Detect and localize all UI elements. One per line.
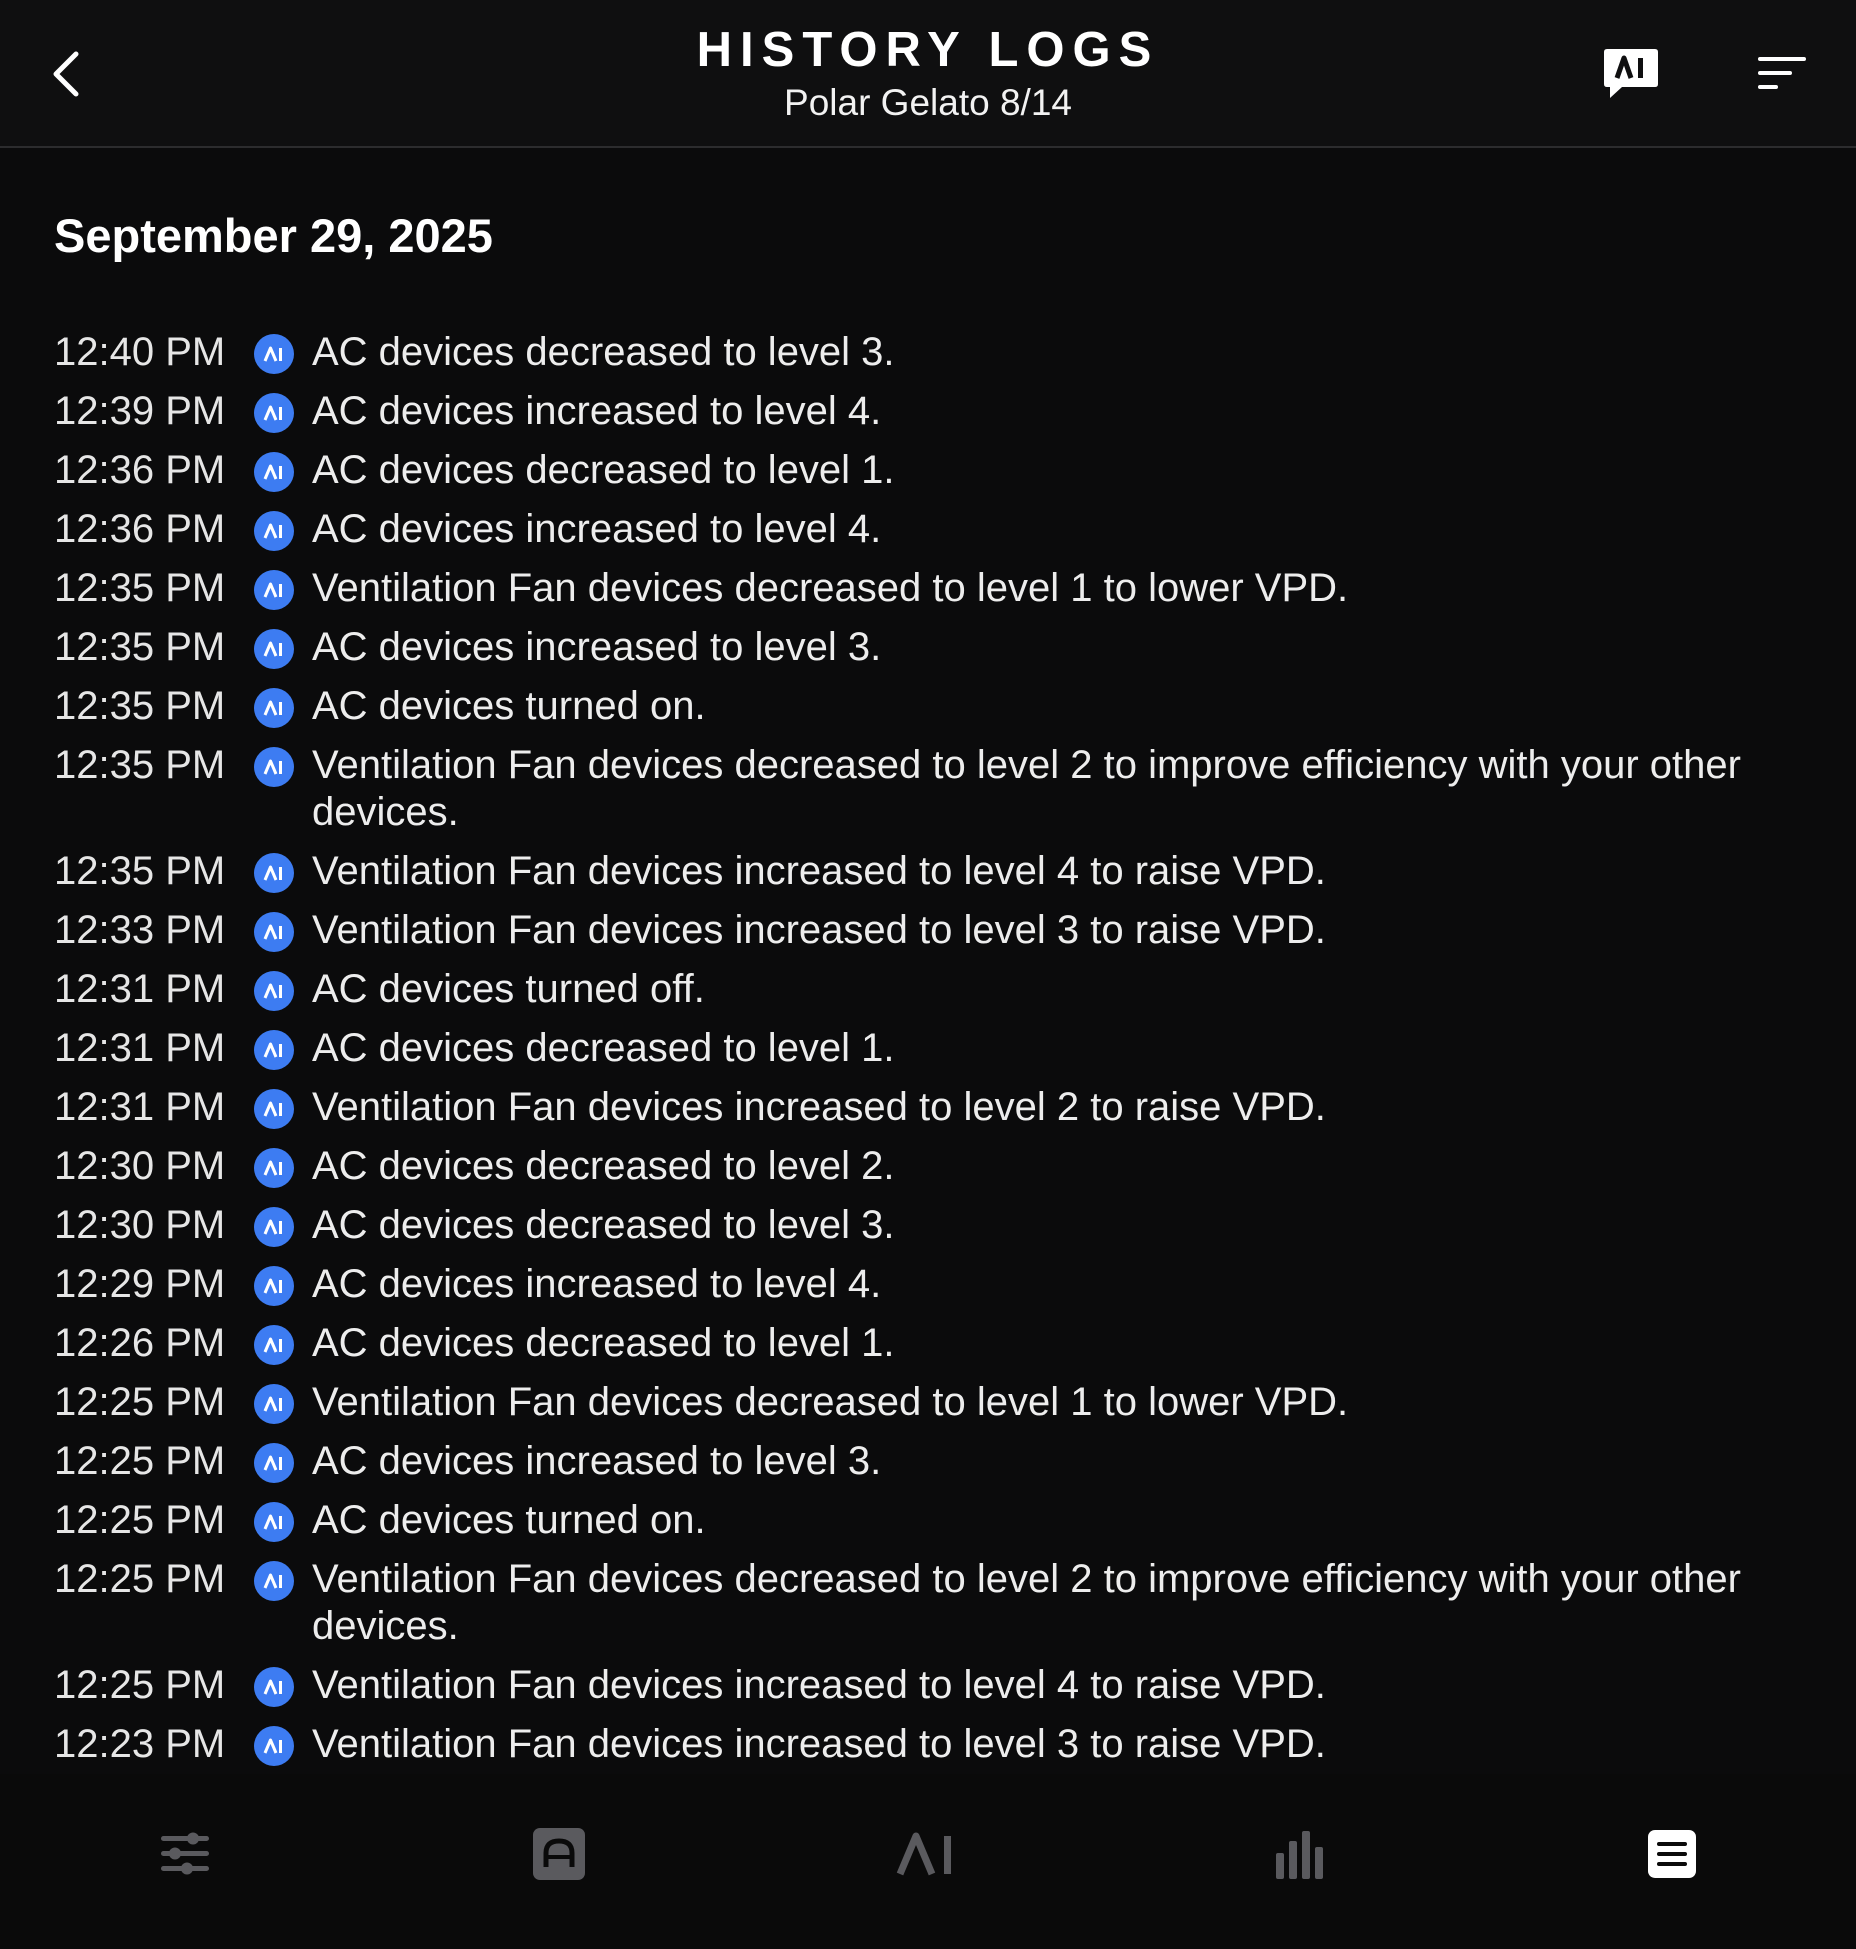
log-time: 12:25 PM: [54, 1439, 226, 1483]
log-time: 12:30 PM: [54, 1203, 226, 1247]
log-time: 12:35 PM: [54, 849, 226, 893]
log-time: 12:35 PM: [54, 743, 226, 787]
log-entry: [0, 907, 1856, 966]
log-message: AC devices decreased to level 3.: [312, 330, 895, 374]
ai-badge-icon: [254, 570, 294, 610]
log-entry: [0, 506, 1856, 565]
log-time: 12:30 PM: [54, 1144, 226, 1188]
log-entry: [0, 742, 1856, 848]
ai-badge-icon: [254, 1726, 294, 1766]
log-entry: [0, 1662, 1856, 1721]
log-message: AC devices decreased to level 3.: [312, 1203, 895, 1247]
log-message: AC devices increased to level 4.: [312, 1262, 882, 1306]
log-time: 12:35 PM: [54, 566, 226, 610]
log-time: 12:36 PM: [54, 448, 226, 492]
log-entry: [0, 388, 1856, 447]
log-entry: [0, 1497, 1856, 1556]
log-time: 12:23 PM: [54, 1722, 226, 1766]
log-message: AC devices turned on.: [312, 1498, 706, 1542]
log-message: Ventilation Fan devices decreased to level 1 to lower VPD.: [312, 1380, 1349, 1424]
log-entry: [0, 1320, 1856, 1379]
ai-badge-icon: [254, 1207, 294, 1247]
log-time: 12:31 PM: [54, 1085, 226, 1129]
log-entry: [0, 1379, 1856, 1438]
ai-badge-icon: [254, 1266, 294, 1306]
log-time: 12:36 PM: [54, 507, 226, 551]
log-entry: [0, 1438, 1856, 1497]
log-entry: [0, 1025, 1856, 1084]
log-message: Ventilation Fan devices decreased to level 2 to improve efficiency with your other devices.: [312, 743, 1741, 834]
ai-badge-icon: [254, 1089, 294, 1129]
log-time: 12:25 PM: [54, 1663, 226, 1707]
log-message: AC devices decreased to level 1.: [312, 1321, 895, 1365]
page-title: HISTORY LOGS: [696, 23, 1160, 77]
log-message: AC devices increased to level 4.: [312, 389, 882, 433]
log-entry: [0, 1261, 1856, 1320]
log-entry: [0, 1556, 1856, 1662]
log-time: 12:35 PM: [54, 625, 226, 669]
log-list: [0, 329, 1856, 1780]
ai-badge-icon: [254, 1667, 294, 1707]
log-time: 12:33 PM: [54, 908, 226, 952]
ai-badge-icon: [254, 912, 294, 952]
log-time: 12:35 PM: [54, 684, 226, 728]
ai-chat-icon: [1602, 46, 1660, 102]
sliders-icon: [159, 1829, 211, 1879]
ai-badge-icon: [254, 511, 294, 551]
log-message: AC devices increased to level 4.: [312, 507, 882, 551]
log-message: AC devices decreased to level 1.: [312, 1026, 895, 1070]
tab-devices[interactable]: [519, 1814, 599, 1894]
tab-ai[interactable]: [888, 1814, 968, 1894]
log-entry: [0, 1084, 1856, 1143]
log-time: 12:25 PM: [54, 1557, 226, 1601]
ai-badge-icon: [254, 971, 294, 1011]
log-message: AC devices turned on.: [312, 684, 706, 728]
bar-chart-icon: [1274, 1829, 1326, 1879]
sort-filter-icon: [1756, 54, 1808, 94]
ai-badge-icon: [254, 1502, 294, 1542]
log-entry: [0, 624, 1856, 683]
log-time: 12:40 PM: [54, 330, 226, 374]
tab-data[interactable]: [1260, 1814, 1340, 1894]
ai-badge-icon: [254, 393, 294, 433]
ai-icon: [896, 1832, 960, 1876]
log-entry: [0, 683, 1856, 742]
ai-badge-icon: [254, 688, 294, 728]
log-message: Ventilation Fan devices decreased to level 1 to lower VPD.: [312, 566, 1349, 610]
tab-logs[interactable]: [1632, 1814, 1712, 1894]
log-time: 12:25 PM: [54, 1498, 226, 1542]
log-time: 12:29 PM: [54, 1262, 226, 1306]
device-icon: [532, 1827, 586, 1881]
logs-icon: [1647, 1829, 1697, 1879]
log-message: AC devices decreased to level 1.: [312, 448, 895, 492]
log-message: Ventilation Fan devices increased to level 3 to raise VPD.: [312, 1722, 1326, 1766]
log-message: AC devices increased to level 3.: [312, 625, 882, 669]
log-entry: [0, 1202, 1856, 1261]
ai-badge-icon: [254, 1148, 294, 1188]
log-message: Ventilation Fan devices increased to level 4 to raise VPD.: [312, 1663, 1326, 1707]
date-heading: September 29, 2025: [54, 209, 493, 262]
log-message: Ventilation Fan devices increased to level 4 to raise VPD.: [312, 849, 1326, 893]
log-time: 12:31 PM: [54, 967, 226, 1011]
log-message: Ventilation Fan devices decreased to level 2 to improve efficiency with your other devices.: [312, 1557, 1741, 1648]
ai-badge-icon: [254, 1325, 294, 1365]
filter-button[interactable]: [1756, 54, 1808, 94]
log-time: 12:25 PM: [54, 1380, 226, 1424]
log-message: AC devices turned off.: [312, 967, 705, 1011]
log-entry: [0, 565, 1856, 624]
log-message: Ventilation Fan devices increased to level 2 to raise VPD.: [312, 1085, 1326, 1129]
ai-badge-icon: [254, 452, 294, 492]
ai-badge-icon: [254, 334, 294, 374]
ai-chat-button[interactable]: [1602, 46, 1660, 102]
log-time: 12:39 PM: [54, 389, 226, 433]
ai-badge-icon: [254, 1030, 294, 1070]
log-entry: [0, 447, 1856, 506]
log-message: AC devices decreased to level 2.: [312, 1144, 895, 1188]
ai-badge-icon: [254, 1561, 294, 1601]
ai-badge-icon: [254, 1443, 294, 1483]
log-entry: [0, 329, 1856, 388]
log-message: AC devices increased to level 3.: [312, 1439, 882, 1483]
log-entry: [0, 848, 1856, 907]
log-entry: [0, 1721, 1856, 1780]
log-entry: [0, 1143, 1856, 1202]
bottom-tab-bar: [0, 1774, 1856, 1949]
ai-badge-icon: [254, 629, 294, 669]
log-time: 12:31 PM: [54, 1026, 226, 1070]
log-entry: [0, 966, 1856, 1025]
page-subtitle: Polar Gelato 8/14: [784, 82, 1072, 123]
ai-badge-icon: [254, 747, 294, 787]
tab-controls[interactable]: [145, 1814, 225, 1894]
title-block: [0, 22, 1856, 126]
ai-badge-icon: [254, 853, 294, 893]
header: [0, 0, 1856, 148]
log-message: Ventilation Fan devices increased to level 3 to raise VPD.: [312, 908, 1326, 952]
ai-badge-icon: [254, 1384, 294, 1424]
log-time: 12:26 PM: [54, 1321, 226, 1365]
